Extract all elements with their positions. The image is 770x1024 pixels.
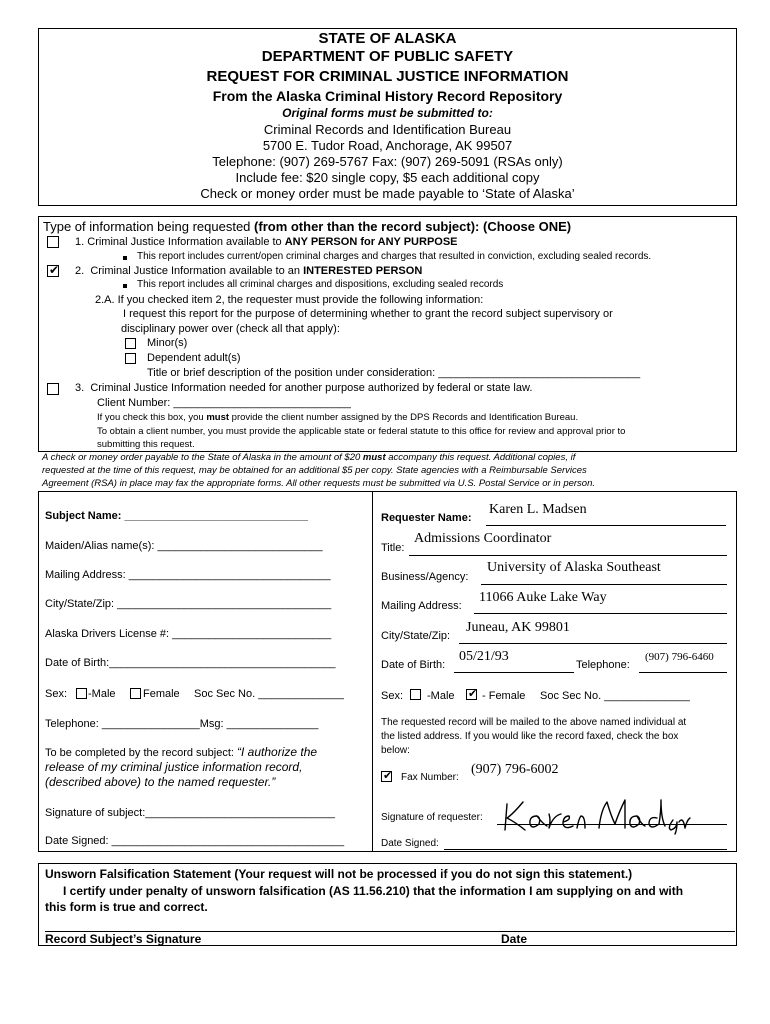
subject-male-label: -Male [88, 688, 116, 700]
option-2a-line2: disciplinary power over (check all that apply): [121, 323, 340, 335]
subject-ssn-field[interactable]: Soc Sec No. ______________ [194, 688, 344, 700]
check-icon: ✔ [468, 688, 478, 700]
requester-mailing-line [474, 613, 727, 614]
requester-sex-label: Sex: [381, 690, 404, 702]
unsworn-line-1: I certify under penalty of unsworn falsification (AS 11.56.210) that the information I am supplying on and with [63, 884, 684, 898]
minor-checkbox[interactable] [125, 338, 136, 349]
requester-title-value[interactable]: Admissions Coordinator [414, 531, 552, 546]
subject-mailing-address-field[interactable]: Mailing Address: _________________________________ [45, 569, 331, 581]
requester-signature [501, 794, 691, 836]
form-subtitle: From the Alaska Criminal History Record Repository [212, 88, 563, 104]
unsworn-line-2: this form is true and correct. [45, 900, 208, 914]
bullet-icon [123, 256, 127, 260]
client-number-field[interactable]: Client Number: _____________________________ [97, 397, 351, 409]
authorization-text-2: release of my criminal justice information record, [45, 760, 303, 774]
option-2-checkbox[interactable] [47, 265, 59, 277]
header-box [38, 28, 737, 206]
fax-number-value[interactable]: (907) 796-6002 [471, 762, 559, 777]
option-1-label: 1. Criminal Justice Information available to ANY PERSON for ANY PURPOSE [75, 236, 458, 248]
payment-note-1: A check or money order payable to the State of Alaska in the amount of $20 must accompany this request. Additional copies, if [42, 452, 576, 463]
requester-agency-label: Business/Agency: [381, 571, 469, 583]
fee-info: Include fee: $20 single copy, $5 each additional copy [235, 170, 540, 185]
requester-mailing-value[interactable]: 11066 Auke Lake Way [479, 590, 607, 605]
payment-note-2: requested at the time of this request, may be obtained for an additional $5 per copy. State agencies with a Reimbursable Services [42, 465, 587, 476]
requester-male-label: -Male [427, 690, 455, 702]
requester-female-label: - Female [482, 690, 526, 702]
requester-title-line [409, 555, 727, 556]
subject-female-label: Female [143, 688, 180, 700]
option-1-description: This report includes current/open criminal charges and charges that resulted in conviction, excluding sealed records. [137, 251, 652, 262]
bullet-icon [123, 284, 127, 288]
requester-signature-label: Signature of requester: [381, 812, 483, 823]
requester-title-label: Title: [381, 542, 405, 554]
requester-name-value[interactable]: Karen L. Madsen [489, 502, 587, 517]
requester-date-signed-label: Date Signed: [381, 838, 439, 849]
subject-dob-field[interactable]: Date of Birth:_____________________________________ [45, 657, 336, 669]
column-divider [372, 492, 373, 851]
option-2a-intro: 2.A. If you checked item 2, the requester must provide the following information: [95, 294, 484, 306]
bureau-name: Criminal Records and Identification Bureau [263, 122, 512, 137]
unsworn-statement-box [38, 863, 737, 946]
dependent-adult-checkbox[interactable] [125, 353, 136, 364]
option-2-label: 2. Criminal Justice Information available to an INTERESTED PERSON [75, 265, 423, 277]
option-1-checkbox[interactable] [47, 236, 59, 248]
subject-name-field[interactable]: Subject Name: ______________________________ [45, 510, 308, 522]
requester-city-line [459, 643, 727, 644]
requester-female-checkbox[interactable] [466, 689, 477, 700]
requester-mailing-label: Mailing Address: [381, 600, 462, 612]
minor-label: Minor(s) [147, 337, 188, 349]
form-title: REQUEST FOR CRIMINAL JUSTICE INFORMATION [206, 68, 569, 85]
requester-name-label: Requester Name: [381, 512, 472, 524]
drivers-license-field[interactable]: Alaska Drivers License #: __________________________ [45, 628, 332, 640]
check-icon: ✔ [49, 263, 60, 277]
header-department: DEPARTMENT OF PUBLIC SAFETY [261, 48, 514, 65]
record-subject-signature-label: Record Subject’s Signature [45, 932, 202, 946]
subject-sex-label: Sex: [45, 688, 68, 700]
option-2a-line1: I request this report for the purpose of determining whether to grant the record subject supervisory or [123, 308, 613, 320]
requester-agency-value[interactable]: University of Alaska Southeast [487, 560, 661, 575]
requester-ssn-field[interactable]: Soc Sec No. ______________ [540, 690, 690, 702]
requester-phone-value[interactable]: (907) 796-6460 [645, 651, 714, 663]
requester-city-value[interactable]: Juneau, AK 99801 [466, 620, 570, 635]
requester-city-label: City/State/Zip: [381, 630, 451, 642]
authorization-text-3: (described above) to the named requester.” [45, 775, 276, 789]
requester-dob-value[interactable]: 05/21/93 [459, 649, 509, 664]
mail-note-3: below: [381, 745, 410, 756]
unsworn-title: Unsworn Falsification Statement (Your request will not be processed if you do not sign this statement.) [45, 867, 633, 881]
unsworn-date-label: Date [501, 932, 528, 946]
option-3-note-1: If you check this box, you must provide the client number assigned by the DPS Records and Identification Bureau. [97, 412, 579, 423]
mail-note-2: the listed address. If you would like the record faxed, check the box [381, 731, 679, 742]
subject-female-checkbox[interactable] [130, 688, 141, 699]
requester-name-line [486, 525, 726, 526]
subject-male-checkbox[interactable] [76, 688, 87, 699]
payment-note-3: Agreement (RSA) in place may fax the appropriate forms. All other requests must be submitted via U.S. Postal Service or in person. [42, 478, 596, 489]
subject-requester-table [38, 491, 737, 852]
option-3-checkbox[interactable] [47, 383, 59, 395]
bureau-address: 5700 E. Tudor Road, Anchorage, AK 99507 [262, 138, 513, 153]
fax-number-label: Fax Number: [401, 772, 459, 783]
option-3-label: 3. Criminal Justice Information needed for another purpose authorized by federal or state law. [75, 382, 533, 394]
authorization-text-1: To be completed by the record subject: “I authorize the [45, 745, 318, 759]
subject-signature-field[interactable]: Signature of subject:_______________________________ [45, 807, 335, 819]
requester-agency-line [481, 584, 727, 585]
subject-date-signed-field[interactable]: Date Signed: ______________________________________ [45, 835, 345, 847]
requester-phone-line [639, 672, 727, 673]
submit-note: Original forms must be submitted to: [282, 106, 493, 120]
payable-info: Check or money order must be made payable to ‘State of Alaska’ [200, 186, 575, 201]
check-icon: ✔ [383, 770, 393, 782]
option-3-note-3: submitting this request. [97, 439, 195, 450]
type-title: Type of information being requested (from other than the record subject): (Choose ONE) [43, 219, 572, 234]
option-2-description: This report includes all criminal charges and dispositions, excluding sealed records [137, 279, 504, 290]
requester-dob-label: Date of Birth: [381, 659, 446, 671]
dependent-adult-label: Dependent adult(s) [147, 352, 241, 364]
requester-phone-label: Telephone: [576, 659, 630, 671]
position-description-field[interactable]: Title or brief description of the position under consideration: _________________________________ [147, 367, 641, 379]
subject-telephone-field[interactable]: Telephone: ________________Msg: _______________ [45, 718, 319, 730]
requester-dob-line [454, 672, 574, 673]
header-state: STATE OF ALASKA [318, 30, 457, 47]
maiden-alias-field[interactable]: Maiden/Alias name(s): ___________________________ [45, 540, 323, 552]
requester-male-checkbox[interactable] [410, 689, 421, 700]
type-section [38, 216, 737, 452]
option-3-note-2: To obtain a client number, you must provide the applicable state or federal statute to this office for review and approval prior to [97, 426, 626, 437]
requester-date-line [444, 849, 727, 850]
fax-checkbox[interactable] [381, 771, 392, 782]
mail-note-1: The requested record will be mailed to the above named individual at [381, 717, 687, 728]
subject-city-state-zip-field[interactable]: City/State/Zip: ___________________________________ [45, 598, 332, 610]
bureau-phone: Telephone: (907) 269-5767 Fax: (907) 269-5091 (RSAs only) [212, 154, 563, 169]
